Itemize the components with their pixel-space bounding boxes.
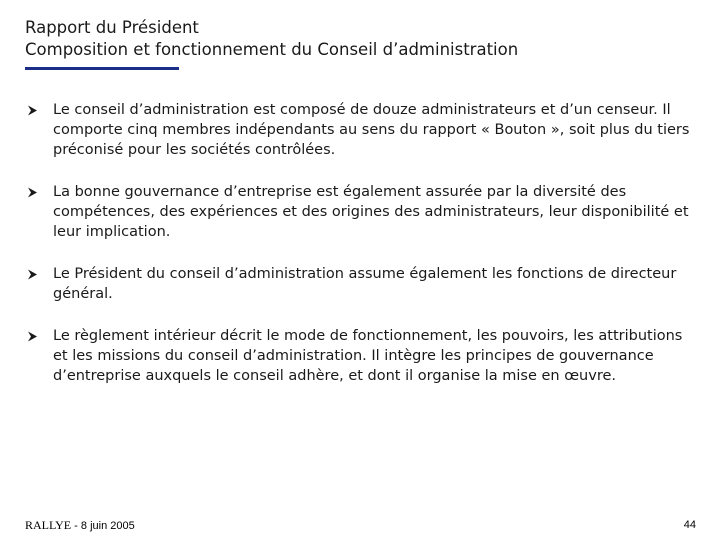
footer xyxy=(25,518,135,533)
bullet-text: Le conseil d’administration est composé de douze administrateurs et d’un censeur. Il comporte cinq membres indépendants au sens du rapport « Bouton », soit plus du tiers préconisé pour les sociétés contrôlées. xyxy=(53,102,690,158)
slide-title: Rapport du Président xyxy=(25,18,199,37)
bullet-item xyxy=(25,326,695,386)
arrow-bullet-icon xyxy=(25,264,39,284)
footer-brand: RALLYE xyxy=(25,518,72,532)
footer-date: 8 juin 2005 xyxy=(80,520,135,532)
bullet-item xyxy=(25,182,695,242)
arrow-bullet-icon xyxy=(25,326,39,346)
arrow-bullet-icon xyxy=(25,182,39,202)
bullet-text: Le Président du conseil d’administration assume également les fonctions de directeur général. xyxy=(53,266,677,302)
footer-separator: - xyxy=(71,520,81,532)
title-underline xyxy=(25,67,179,70)
arrow-bullet-icon xyxy=(25,100,39,120)
bullet-text: La bonne gouvernance d’entreprise est également assurée par la diversité des compétences, des expériences et des origines des administrateurs, leur disponibilité et leur implication. xyxy=(53,184,689,240)
bullet-item xyxy=(25,100,695,160)
bullet-text: Le règlement intérieur décrit le mode de fonctionnement, les pouvoirs, les attributions et les missions du conseil d’administration. Il intègre les principes de gouvernance d’entreprise auxquels le conseil adhère, et dont il organise la mise en œuvre. xyxy=(53,328,683,384)
slide-header xyxy=(25,17,695,61)
slide-subtitle: Composition et fonctionnement du Conseil d’administration xyxy=(25,40,519,59)
bullet-list xyxy=(25,100,695,408)
bullet-item xyxy=(25,264,695,304)
page-number: 44 xyxy=(683,519,696,531)
